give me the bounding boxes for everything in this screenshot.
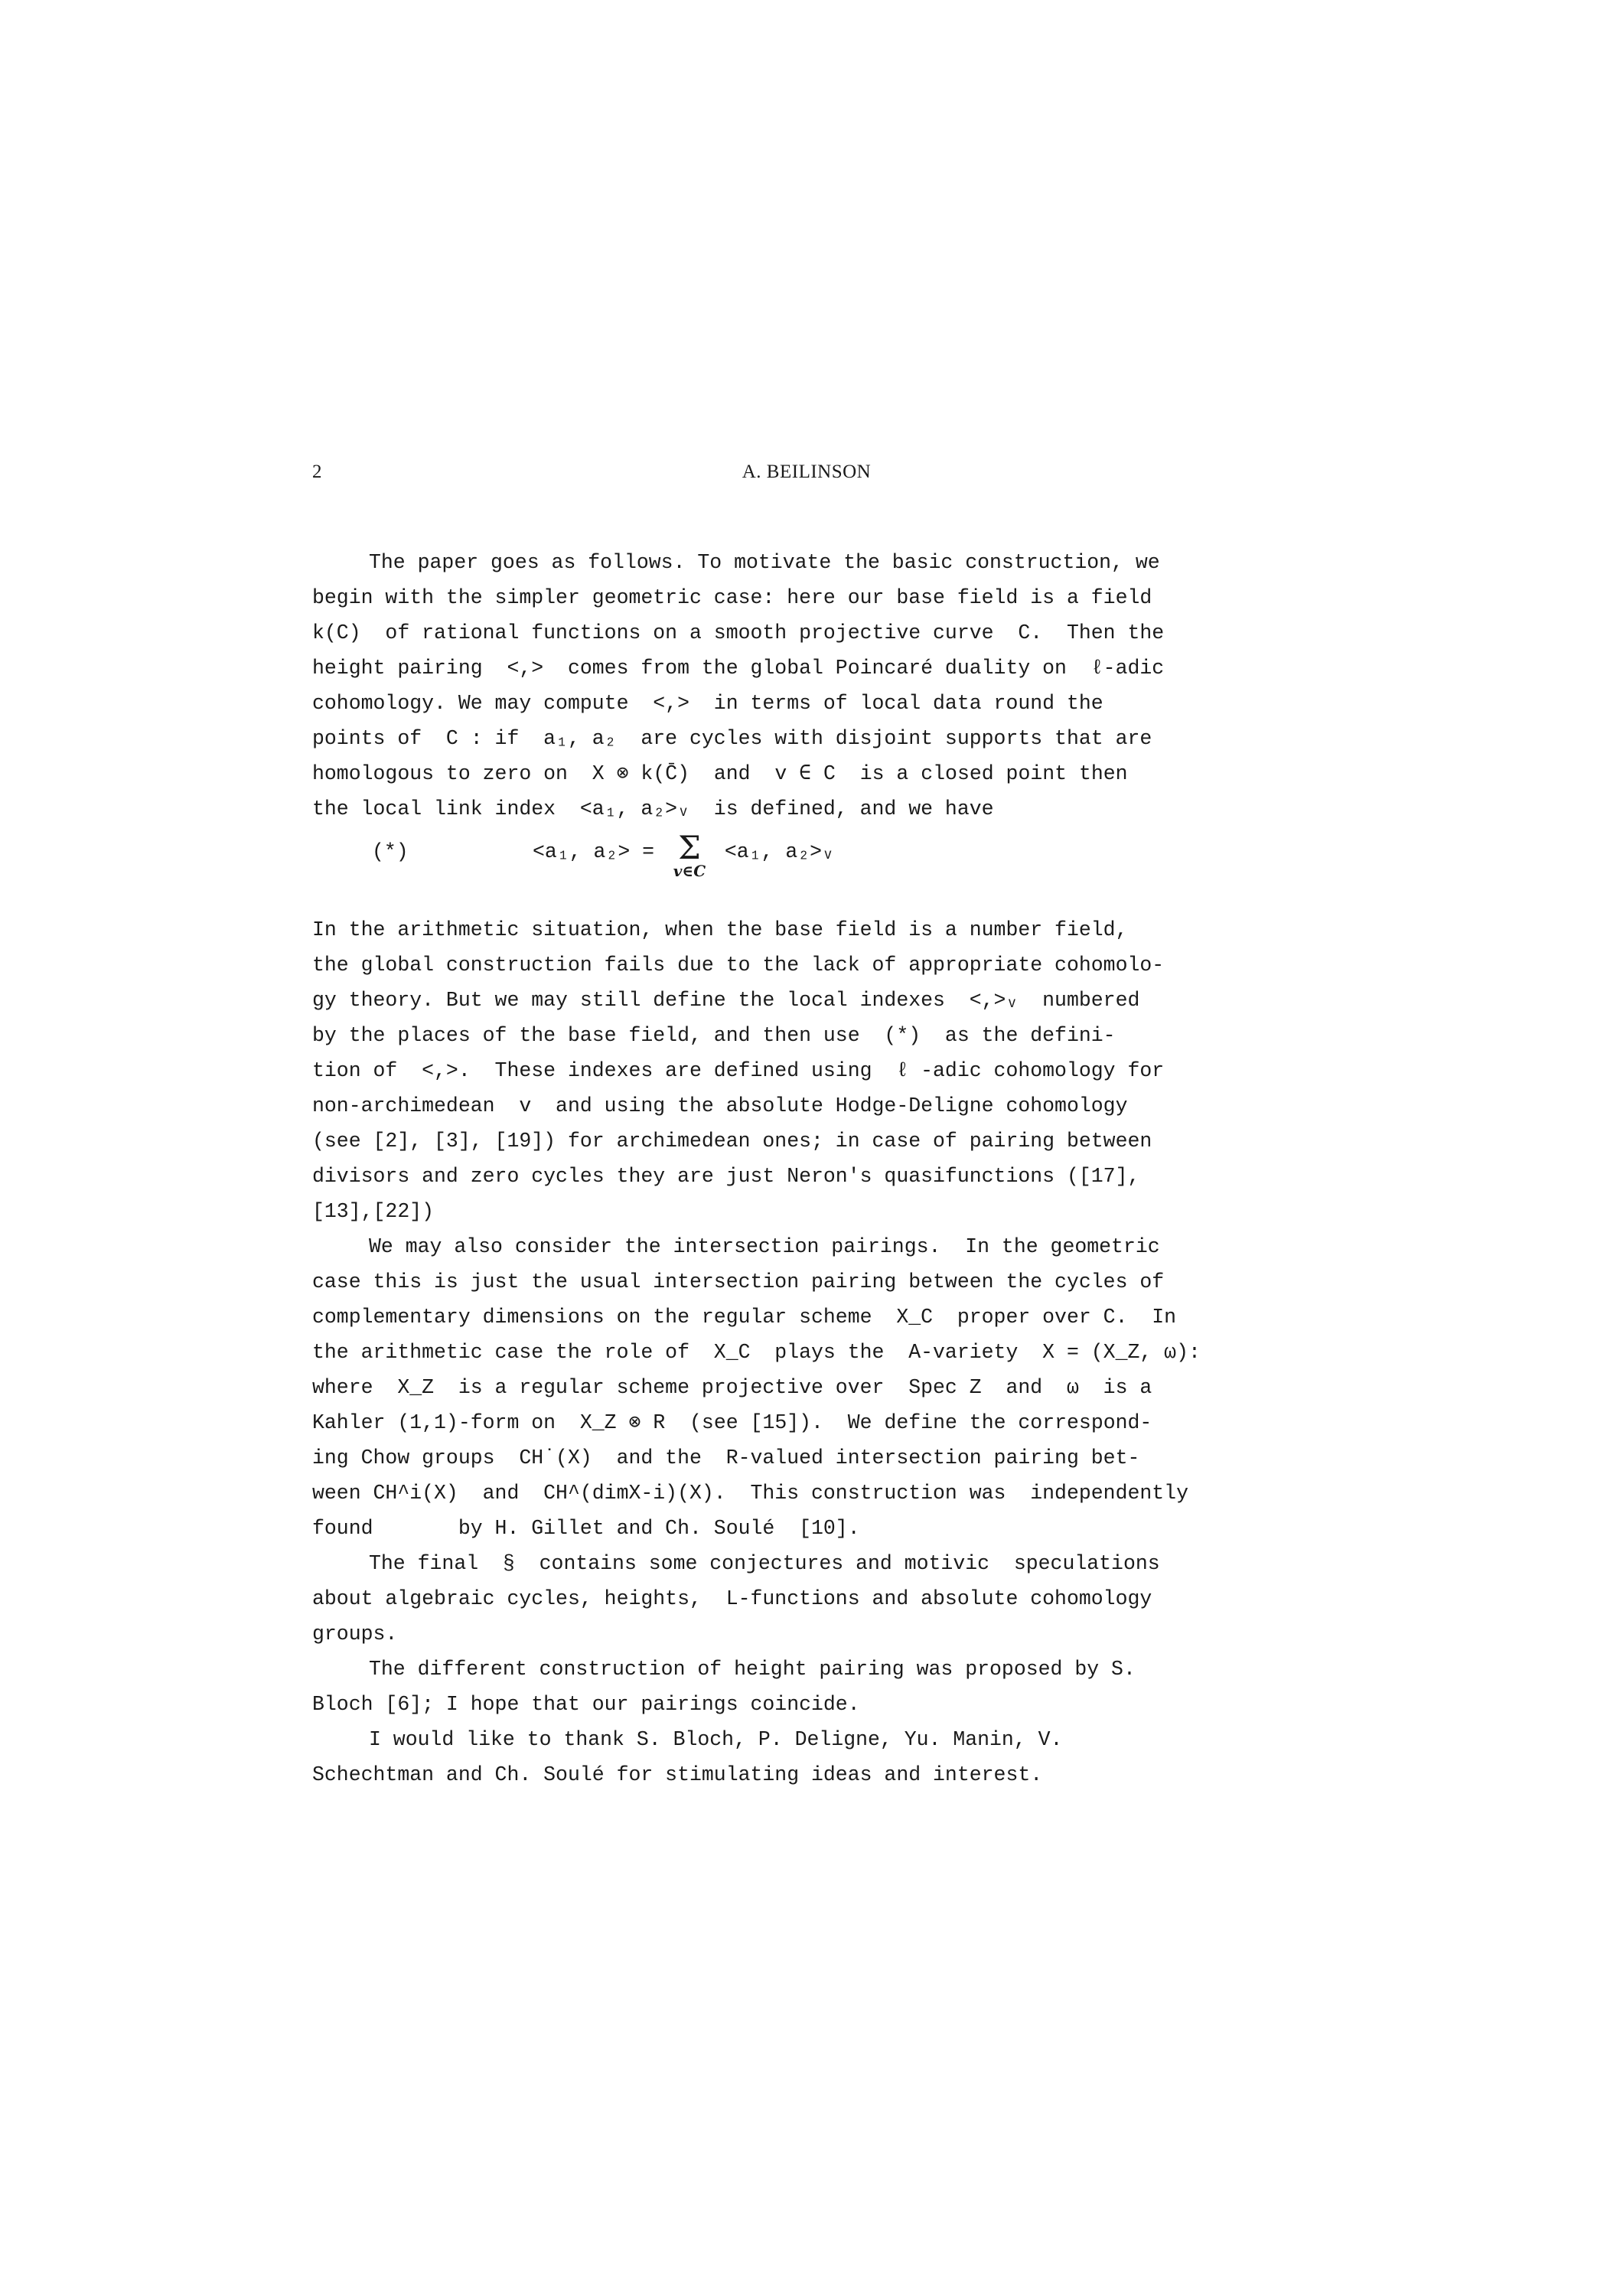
running-head: A. BEILINSON	[742, 461, 872, 482]
text-line: In the arithmetic situation, when the base field is a number field,	[312, 918, 1128, 941]
paragraph-final-section	[312, 1546, 1307, 1652]
text-line: gy theory. But we may still define the local indexes <,>ᵥ numbered	[312, 989, 1140, 1012]
page-header	[312, 461, 1301, 492]
text-line: We may also consider the intersection pairings. In the geometric	[369, 1235, 1160, 1258]
text-line: tion of <,>. These indexes are defined using ℓ -adic cohomology for	[312, 1059, 1165, 1082]
text-line: groups.	[312, 1623, 398, 1645]
paragraph-bloch	[312, 1652, 1307, 1722]
text-line: where X_Z is a regular scheme projective over Spec Z and ω is a	[312, 1376, 1152, 1399]
page-number: 2	[312, 461, 322, 482]
body-text	[312, 545, 1307, 1792]
paragraph-intersection	[312, 1229, 1307, 1546]
display-equation	[312, 829, 1307, 908]
text-line: [13],[22])	[312, 1200, 435, 1223]
text-line: points of C : if a₁, a₂ are cycles with disjoint supports that are	[312, 727, 1152, 750]
summation	[667, 829, 712, 880]
text-line: Bloch [6]; I hope that our pairings coincide.	[312, 1693, 860, 1716]
text-line: by the places of the base field, and then use (*) as the defini-	[312, 1024, 1116, 1047]
text-line: about algebraic cycles, heights, L-functions and absolute cohomology	[312, 1587, 1152, 1610]
text-line: the arithmetic case the role of X_C plays the A-variety X = (X_Z, ω):	[312, 1341, 1201, 1364]
paragraph-arithmetic	[312, 912, 1307, 1229]
text-line: homologous to zero on X ⊗ k(C̄) and v ∈ C is a closed point then	[312, 762, 1128, 785]
text-line: complementary dimensions on the regular scheme X_C proper over C. In	[312, 1306, 1177, 1329]
text-line: cohomology. We may compute <,> in terms of local data round the	[312, 692, 1103, 715]
text-line: I would like to thank S. Bloch, P. Deligne, Yu. Manin, V.	[369, 1728, 1063, 1751]
paragraph-acknowledgements	[312, 1722, 1307, 1792]
text-line: the local link index <a₁, a₂>ᵥ is defined, and we have	[312, 797, 994, 820]
equation-label: (*)	[372, 840, 409, 863]
text-line: ing Chow groups CH˙(X) and the R-valued intersection pairing bet-	[312, 1446, 1140, 1469]
text-line: non-archimedean v and using the absolute Hodge-Deligne cohomology	[312, 1094, 1128, 1117]
text-line: begin with the simpler geometric case: here our base field is a field	[312, 586, 1152, 609]
text-line: divisors and zero cycles they are just Neron's quasifunctions ([17],	[312, 1165, 1140, 1188]
text-line: Schechtman and Ch. Soulé for stimulating ideas and interest.	[312, 1763, 1043, 1786]
text-line: The paper goes as follows. To motivate the basic construction, we	[369, 551, 1160, 574]
equation-rhs: <a₁, a₂>ᵥ	[712, 840, 834, 863]
text-line: k(C) of rational functions on a smooth projective curve C. Then the	[312, 621, 1165, 644]
text-line: The final § contains some conjectures and motivic speculations	[369, 1552, 1160, 1575]
text-line: found by H. Gillet and Ch. Soulé [10].	[312, 1517, 860, 1540]
text-line: case this is just the usual intersection pairing between the cycles of	[312, 1270, 1165, 1293]
equation-body	[533, 829, 834, 880]
text-line: Kahler (1,1)-form on X_Z ⊗ R (see [15]). We define the correspond-	[312, 1411, 1152, 1434]
text-line: the global construction fails due to the lack of appropriate cohomolo-	[312, 954, 1165, 977]
sigma-symbol: Σ	[678, 829, 701, 866]
equation-lhs: <a₁, a₂> =	[533, 840, 667, 863]
sigma-subscript: v∈C	[673, 862, 706, 880]
text-line: (see [2], [3], [19]) for archimedean ones; in case of pairing between	[312, 1130, 1152, 1153]
text-line: height pairing <,> comes from the global Poincaré duality on ℓ-adic	[312, 657, 1165, 680]
paragraph-intro	[312, 545, 1307, 827]
text-line: ween CH^i(X) and CH^(dimX-i)(X). This construction was independently	[312, 1482, 1188, 1505]
text-line: The different construction of height pairing was proposed by S.	[369, 1658, 1136, 1681]
